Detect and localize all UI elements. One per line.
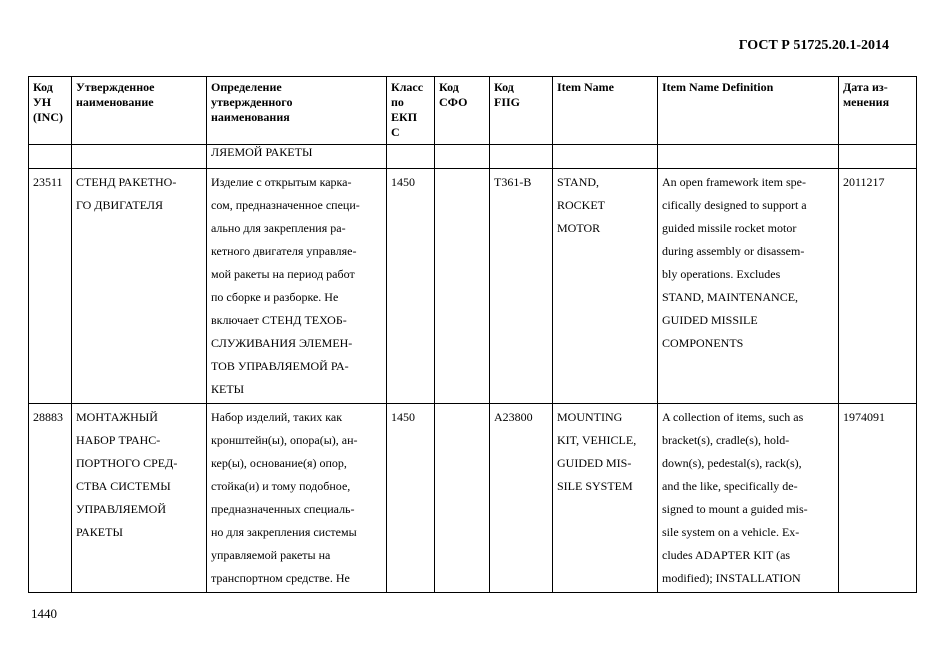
page-number: 1440 [31, 606, 57, 621]
text-line: предназначенных специаль- [211, 502, 355, 516]
sfo-cell [435, 404, 490, 593]
text-line: sile system on a vehicle. Ex- [662, 525, 800, 539]
text-line: Изделие с открытым карка- [211, 175, 352, 189]
continuation-cell [839, 145, 917, 169]
header-inc [29, 77, 72, 145]
text-line: GUIDED MISSILE [662, 313, 758, 327]
text-line: and the like, specifically de- [662, 479, 798, 493]
text-line: Определение [211, 80, 282, 94]
text-line: bracket(s), cradle(s), hold- [662, 433, 790, 447]
definition-cell [207, 169, 387, 404]
text-line: по сборке и разборке. Не [211, 290, 339, 304]
header-definition [207, 77, 387, 145]
text-line: кер(ы), основание(я) опор, [211, 456, 347, 470]
text-line: стойка(и) и тому подобное, [211, 479, 351, 493]
text-line: С [391, 125, 400, 139]
text-line: guided missile rocket motor [662, 221, 797, 235]
document-standard-number: ГОСТ Р 51725.20.1-2014 [738, 38, 889, 53]
continuation-cell [658, 145, 839, 169]
text-line: Набор изделий, таких как [211, 410, 343, 424]
text-line: COMPONENTS [662, 336, 744, 350]
text-line: ГО ДВИГАТЕЛЯ [76, 198, 164, 212]
text-line: ально для закрепления ра- [211, 221, 346, 235]
item-definition-cell [658, 169, 839, 404]
text-line: управляемой ракеты на [211, 548, 331, 562]
text-line: менения [843, 95, 890, 109]
text-line: КЕТЫ [211, 382, 245, 396]
continuation-cell [387, 145, 435, 169]
text-line: кетного двигателя управляе- [211, 244, 357, 258]
text-line: СЛУЖИВАНИЯ ЭЛЕМЕН- [211, 336, 353, 350]
continuation-cell [435, 145, 490, 169]
header-fiig-code [490, 77, 553, 145]
text-line: ТОВ УПРАВЛЯЕМОЙ РА- [211, 359, 349, 373]
header-change-date [839, 77, 917, 145]
text-line: наименование [76, 95, 154, 109]
text-line: МОНТАЖНЫЙ [76, 410, 158, 424]
text-line: cifically designed to support a [662, 198, 807, 212]
text-line: KIT, VEHICLE, [557, 433, 637, 447]
text-line: cludes ADAPTER KIT (as [662, 548, 791, 562]
text-line: мой ракеты на период работ [211, 267, 355, 281]
header-item-name-definition [658, 77, 839, 145]
change-date-cell: 1974091 [839, 404, 917, 593]
text-line: FIIG [494, 95, 521, 109]
continuation-cell [490, 145, 553, 169]
change-date-cell: 2011217 [839, 169, 917, 404]
text-line: ЕКП [391, 110, 418, 124]
text-line: ПОРТНОГО СРЕД- [76, 456, 178, 470]
approved-name-cell [72, 169, 207, 404]
text-line: MOTOR [557, 221, 601, 235]
catalog-table [28, 76, 917, 593]
text-line: MOUNTING [557, 410, 623, 424]
continuation-cell [72, 145, 207, 169]
header-item-name [553, 77, 658, 145]
text-line: наименования [211, 110, 290, 124]
text-line: УПРАВЛЯЕМОЙ [76, 502, 166, 516]
item-name-cell [553, 169, 658, 404]
header-sfo-code [435, 77, 490, 145]
text-line: но для закрепления системы [211, 525, 357, 539]
continuation-row [29, 145, 917, 169]
text-line: УН [33, 95, 52, 109]
inc-cell: 28883 [29, 404, 72, 593]
text-line: SILE SYSTEM [557, 479, 633, 493]
item-name-cell [553, 404, 658, 593]
text-line: Item Name [557, 80, 614, 94]
text-line: bly operations. Excludes [662, 267, 781, 281]
item-definition-cell [658, 404, 839, 593]
text-line: ROCKET [557, 198, 605, 212]
definition-cell [207, 404, 387, 593]
table-row [29, 169, 917, 404]
header-class [387, 77, 435, 145]
text-line: Код [439, 80, 459, 94]
text-line: включает СТЕНД ТЕХОБ- [211, 313, 347, 327]
text-line: GUIDED MIS- [557, 456, 632, 470]
text-line: утвержденного [211, 95, 293, 109]
text-line: signed to mount a guided mis- [662, 502, 808, 516]
text-line: транспортном средстве. Не [211, 571, 350, 585]
table-header-row [29, 77, 917, 145]
fiig-cell: A23800 [490, 404, 553, 593]
text-line: СТВА СИСТЕМЫ [76, 479, 171, 493]
text-line: Код [494, 80, 514, 94]
text-line: сом, предназначенное специ- [211, 198, 360, 212]
text-line: Утвержденное [76, 80, 155, 94]
approved-name-cell [72, 404, 207, 593]
text-line: НАБОР ТРАНС- [76, 433, 161, 447]
text-line: по [391, 95, 404, 109]
text-line: (INC) [33, 110, 63, 124]
text-line: An open framework item spe- [662, 175, 806, 189]
continuation-cell [29, 145, 72, 169]
text-line: down(s), pedestal(s), rack(s), [662, 456, 802, 470]
class-cell: 1450 [387, 404, 435, 593]
text-line: during assembly or disassem- [662, 244, 805, 258]
text-line: СТЕНД РАКЕТНО- [76, 175, 177, 189]
header-approved-name [72, 77, 207, 145]
text-line: Код [33, 80, 53, 94]
text-line: modified); INSTALLATION [662, 571, 801, 585]
text-line: Класс [391, 80, 424, 94]
text-line: кронштейн(ы), опора(ы), ан- [211, 433, 358, 447]
text-line: STAND, MAINTENANCE, [662, 290, 799, 304]
sfo-cell [435, 169, 490, 404]
continuation-cell [553, 145, 658, 169]
text-line: РАКЕТЫ [76, 525, 123, 539]
class-cell: 1450 [387, 169, 435, 404]
fiig-cell: T361-B [490, 169, 553, 404]
text-line: СФО [439, 95, 468, 109]
text-line: Дата из- [843, 80, 888, 94]
table-row [29, 404, 917, 593]
text-line: STAND, [557, 175, 600, 189]
text-line: Item Name Definition [662, 80, 774, 94]
inc-cell: 23511 [29, 169, 72, 404]
text-line: A collection of items, such as [662, 410, 804, 424]
continuation-cell: ЛЯЕМОЙ РАКЕТЫ [207, 145, 387, 169]
